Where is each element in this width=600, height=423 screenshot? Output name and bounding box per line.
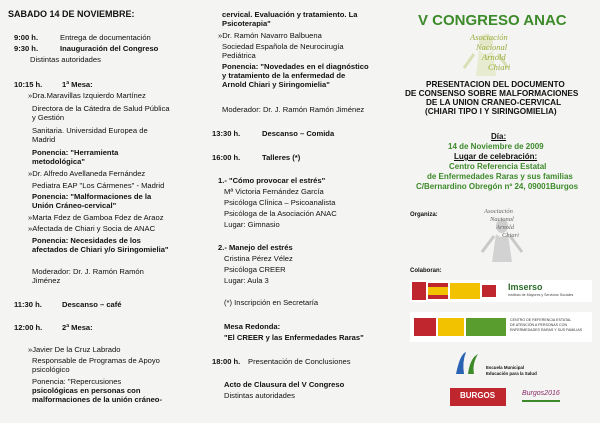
lugar-line: Centro Referencia Estatal <box>449 162 547 171</box>
inscripcion-note: (*) Inscripción en Secretaría <box>224 298 319 307</box>
taller1-line: Psicóloga de la Asociación ANAC <box>224 209 337 218</box>
creer-line: CENTRO DE REFERENCIA ESTATAL <box>510 318 572 322</box>
comida-text: Descanso – Comida <box>262 129 335 138</box>
mesa2-line: Responsable de Programas de Apoyo <box>32 356 160 365</box>
taller2-line: Cristina Pérez Vélez <box>224 254 293 263</box>
lugar-line: de Enfermedades Raras y sus familias <box>427 172 573 181</box>
middle-line: Psicoterapia" <box>222 19 271 28</box>
mesa1-line: »Dr. Alfredo Avellaneda Fernández <box>28 169 146 178</box>
mesa1-line: Ponencia: "Herramienta <box>32 148 119 157</box>
presentation-line: DE LA UNION CRANEO-CERVICAL <box>426 98 562 107</box>
taller1-line: Psicóloga Clínica – Psicoanalista <box>224 198 336 207</box>
mesa1-line: Moderador: Dr. J. Ramón Ramón <box>32 267 144 276</box>
creer-line: ENFERMEDADES RARAS Y SUS FAMILIAS <box>510 328 583 332</box>
creer-bar-yellow <box>438 318 464 336</box>
taller1-title: 1.- "Cómo provocar el estrés" <box>218 176 326 185</box>
day-heading: SABADO 14 DE NOVIEMBRE: <box>8 9 135 19</box>
moderador-2: Moderador: Dr. J. Ramón Ramón Jiménez <box>222 105 365 114</box>
organiza-label: Organiza: <box>410 212 438 218</box>
presentation-line: (CHIARI TIPO I Y SIRINGOMIELIA) <box>425 107 557 116</box>
mesa1-line: Unión Cráneo-cervical" <box>32 201 117 210</box>
conclusiones-text: Presentación de Conclusiones <box>248 357 351 366</box>
ministry-block2-icon <box>482 285 496 297</box>
taller2-title: 2.- Manejo del estrés <box>218 243 293 252</box>
middle-line: Pediátrica <box>222 51 256 60</box>
time-11-30: 11:30 h. <box>14 300 42 309</box>
mesa1-line: Sanitaria. Universidad Europea de <box>32 126 148 135</box>
coffee-text: Descanso – café <box>62 300 122 309</box>
inauguracion-text: Inauguración del Congreso <box>60 44 159 53</box>
clausura-title: Acto de Clausura del V Congreso <box>224 380 345 389</box>
mesa2-title: 2ª Mesa: <box>62 323 93 332</box>
time-13-30: 13:30 h. <box>212 129 241 138</box>
mesa1-line: y Gestión <box>32 113 65 122</box>
spain-coat-icon <box>412 282 426 300</box>
time-12-00: 12:00 h. <box>14 323 43 332</box>
talleres-text: Talleres (*) <box>262 153 301 162</box>
anac-logo <box>446 28 556 78</box>
logo-word: Asociación <box>470 32 508 42</box>
middle-line: y tratamiento de la enfermedad de <box>222 71 346 80</box>
imserso-banner <box>410 280 592 302</box>
time-10-15: 10:15 h. <box>14 80 43 89</box>
organiza-logo-word: Nacional <box>490 216 514 223</box>
taller2-line: Psicóloga CREER <box>224 265 286 274</box>
time-9-00: 9:00 h. <box>14 33 39 42</box>
escuela-figure-icon <box>452 348 482 376</box>
mesa2-line: psicológicas en personas con <box>32 386 141 395</box>
dia-value: 14 de Noviembre de 2009 <box>448 142 544 151</box>
burgos2016-underline <box>522 400 560 402</box>
taller1-line: Lugar: Gimnasio <box>224 220 280 229</box>
organiza-logo-word: Chiari <box>502 232 519 239</box>
mesa2-line: psicológico <box>32 365 70 374</box>
mesa-redonda-topic: "El CREER y las Enfermedades Raras" <box>224 333 364 342</box>
time-16-00: 16:00 h. <box>212 153 241 162</box>
burgos2016-text: Burgos2016 <box>522 390 560 397</box>
creer-line: DE ATENCIÓN A PERSONAS CON <box>510 323 568 327</box>
clausura-sub: Distintas autoridades <box>224 391 295 400</box>
middle-line: Arnold Chiari y Siringomielia" <box>222 80 330 89</box>
mesa-redonda-title: Mesa Redonda: <box>224 322 281 331</box>
taller2-line: Lugar: Aula 3 <box>224 276 269 285</box>
imserso-text: Imserso <box>508 282 543 292</box>
mesa2-line: malformaciones de la unión cráneo- <box>32 395 162 404</box>
mesa1-line: Ponencia: "Malformaciones de la <box>32 192 152 201</box>
logo-word: Chiari <box>488 62 511 72</box>
logo-word: Nacional <box>476 42 508 52</box>
mesa1-line: Jiménez <box>32 276 61 285</box>
taller1-line: Mª Victoria Fernández García <box>224 187 324 196</box>
colaboran-label: Colaboran: <box>410 268 442 274</box>
mesa1-line: Madrid <box>32 135 56 144</box>
middle-line: Ponencia: "Novedades en el diagnóstico <box>222 62 369 71</box>
presentation-line: PRESENTACION DEL DOCUMENTO <box>426 80 565 89</box>
creer-bar-green <box>466 318 506 336</box>
lugar-label: Lugar de celebración: <box>454 152 538 161</box>
mesa1-line: Directora de la Cátedra de Salud Pública <box>32 104 170 113</box>
time-9-30: 9:30 h. <box>14 44 39 53</box>
mesa1-line: »Marta Fdez de Gamboa Fdez de Araoz <box>28 213 164 222</box>
burgos-logo <box>450 388 506 406</box>
autoridades-text: Distintas autoridades <box>30 55 101 64</box>
organiza-logo-word: Asociación <box>484 208 513 215</box>
escuela-line: Educación para la Salud <box>486 371 537 376</box>
mesa2-line: »Javier De la Cruz Labrado <box>28 345 121 354</box>
creer-banner <box>410 312 592 342</box>
mesa1-line: afectados de Chiari y/o Siringomielia" <box>32 245 169 254</box>
imserso-sub: Instituto de Mayores y Servicios Sociales <box>508 293 574 297</box>
organiza-logo-word: Arnold <box>496 224 515 231</box>
logo-word: Arnold <box>482 52 506 62</box>
entrega-text: Entrega de documentación <box>60 33 151 42</box>
burgos-text: BURGOS <box>460 391 496 400</box>
spain-flag-icon <box>428 283 448 299</box>
ministry-block-icon <box>450 283 480 299</box>
time-18-00: 18:00 h. <box>212 357 241 366</box>
escuela-line: Escuela Municipal <box>486 365 525 370</box>
congress-title: V CONGRESO ANAC <box>418 12 567 29</box>
mesa1-line: Ponencia: Necesidades de los <box>32 236 141 245</box>
mesa1-line: Pediatra EAP "Los Cármenes" - Madrid <box>32 181 165 190</box>
mesa2-line: Ponencia: "Repercusiones <box>32 377 122 386</box>
mesa1-title: 1ª Mesa: <box>62 80 93 89</box>
mesa1-line: »Dra.Maravillas Izquierdo Martínez <box>28 91 146 100</box>
organiza-anac-logo <box>470 206 540 262</box>
mesa1-line: metodológica" <box>32 157 85 166</box>
middle-line: cervical. Evaluación y tratamiento. La <box>222 10 358 19</box>
mesa1-line: »Afectada de Chiari y Socia de ANAC <box>28 224 156 233</box>
middle-line: Sociedad Española de Neurocirugía <box>222 42 344 51</box>
presentation-line: DE CONSENSO SOBRE MALFORMACIONES <box>405 89 579 98</box>
creer-bar-red <box>414 318 436 336</box>
lugar-line: C/Bernardino Obregón nº 24, 09001Burgos <box>416 182 579 191</box>
escuela-logo <box>452 348 482 376</box>
dia-label: Día: <box>491 132 507 141</box>
middle-line: »Dr. Ramón Navarro Balbuena <box>218 31 322 40</box>
